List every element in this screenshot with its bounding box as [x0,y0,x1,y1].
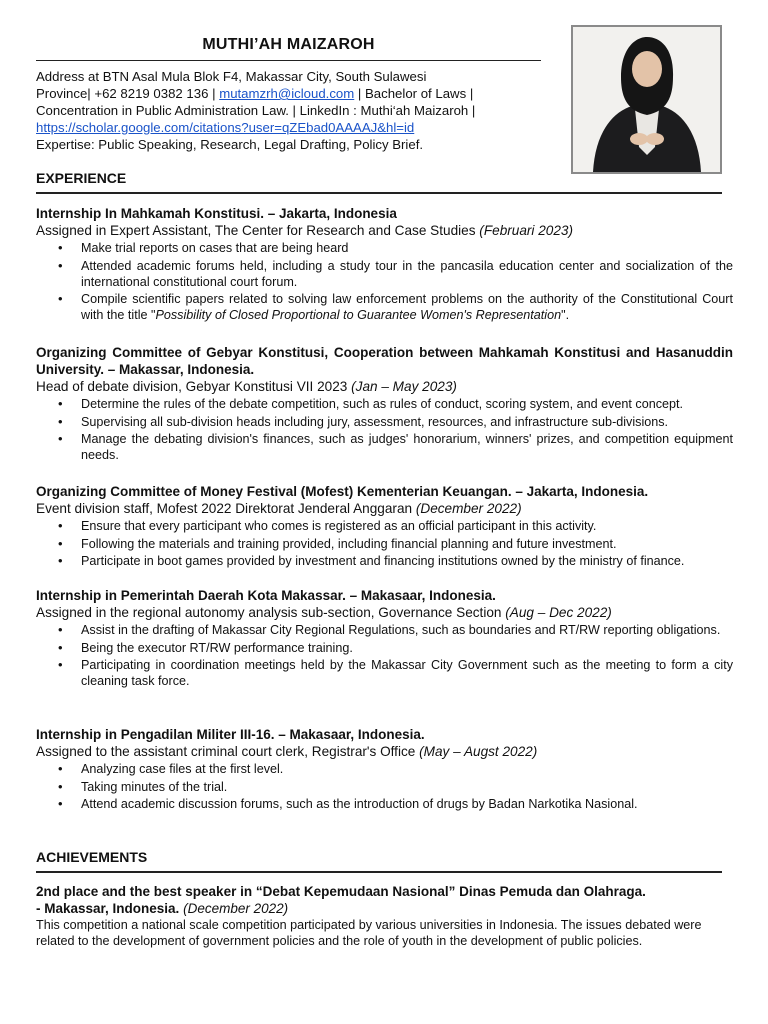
bullet-item: • Attend academic discussion forums, such as the introduction of drugs by Badan Narkotika Nasional. [36,796,733,812]
experience-heading: EXPERIENCE [36,170,127,186]
bullet-item: • Analyzing case files at the first level. [36,761,733,777]
bullet-item: • Participate in boot games provided by investment and financing institutions owned by the ministry of finance. [36,553,733,569]
experience-entry-3 [36,483,733,571]
bullet-item: • Following the materials and training provided, including financial planning and future investment. [36,536,733,552]
resume-name: MUTHI’AH MAIZAROH [202,36,375,53]
bullet-item: • Manage the debating division's finances, such as judges' honorarium, winners' prizes, and competition equipment needs. [36,431,733,463]
entry-bullets [36,396,733,463]
bullet-item: • Ensure that every participant who comes is registered as an official participant in this activity. [36,518,733,534]
achievement-description: This competition a national scale competition participated by various universities in Indonesia. The issues debated were related to the development of government policies and the role of youth in the development of public policies. [36,918,702,948]
entry-bullets [36,518,733,569]
address-line: Address at BTN Asal Mula Blok F4, Makassar City, South Sulawesi [36,69,427,84]
entry-bullets [36,240,733,323]
phone-text: Province| +62 8219 0382 136 | [36,86,220,101]
scholar-link[interactable]: https://scholar.google.com/citations?user=qZEbad0AAAAJ&hl=id [36,120,415,135]
achievement-entry [36,883,733,949]
entry-date: (Aug – Dec 2022) [505,605,612,620]
entry-date: (December 2022) [415,501,522,516]
experience-entry-5 [36,726,733,814]
entry-title: Internship In Mahkamah Konstitusi. – Jakarta, Indonesia [36,206,397,221]
achievement-date: (December 2022) [183,901,289,916]
bullet-item: • Attended academic forums held, including a study tour in the pancasila education center and socialization of the international constitutional court forum. [36,258,733,290]
degree-text: | Bachelor of Laws | [354,86,474,101]
profile-photo-illustration [573,27,720,172]
entry-title: Internship in Pengadilan Militer III-16. – Makasaar, Indonesia. [36,727,425,742]
entry-role: Assigned in Expert Assistant, The Center for Research and Case Studies (Februari 2023) [36,223,573,238]
contact-block [36,68,551,153]
experience-entry-4 [36,587,733,691]
achievement-location: - Makassar, Indonesia. [36,901,184,916]
bullet-item: • Participating in coordination meetings held by the Makassar City Government such as the meeting to form a city cleaning task force. [36,657,733,689]
bullet-item: • Assist in the drafting of Makassar City Regional Regulations, such as boundaries and RT/RW reporting obligations. [36,622,733,638]
entry-role: Head of debate division, Gebyar Konstitusi VII 2023 (Jan – May 2023) [36,379,457,394]
entry-bullets [36,622,733,689]
achievements-heading: ACHIEVEMENTS [36,849,148,865]
entry-title: Organizing Committee of Gebyar Konstitusi, Cooperation between Mahkamah Konstitusi and Hasanuddin University. – Makassar, Indonesia. [36,345,733,377]
achievement-title: 2nd place and the best speaker in “Debat Kepemudaan Nasional” Dinas Pemuda dan Olahraga. [36,884,646,899]
bullet-item: • Make trial reports on cases that are being heard [36,240,733,256]
entry-date: (Jan – May 2023) [351,379,457,394]
achievements-divider [36,871,722,873]
contact-line [36,85,551,102]
entry-role: Assigned in the regional autonomy analysis sub-section, Governance Section (Aug – Dec 2022) [36,605,612,620]
bullet-item: • Supervising all sub-division heads including jury, assessment, resources, and infrastructure sub-divisions. [36,414,733,430]
experience-entry-2 [36,344,733,465]
entry-role: Assigned to the assistant criminal court clerk, Registrar's Office (May – Augst 2022) [36,744,538,759]
bullet-item: • Being the executor RT/RW performance training. [36,640,733,656]
entry-date: (May – Augst 2022) [419,744,538,759]
profile-photo [571,25,722,174]
entry-bullets [36,761,733,812]
entry-title: Organizing Committee of Money Festival (Mofest) Kementerian Keuangan. – Jakarta, Indonesia. [36,484,649,499]
email-link[interactable]: mutamzrh@icloud.com [219,86,355,101]
experience-divider [36,192,722,194]
expertise-line: Expertise: Public Speaking, Research, Legal Drafting, Policy Brief. [36,137,424,152]
entry-date: (Februari 2023) [479,223,573,238]
name-divider [36,60,541,61]
entry-title: Internship in Pemerintah Daerah Kota Makassar. – Makasaar, Indonesia. [36,588,496,603]
experience-entry-1 [36,205,733,325]
bullet-item: • Compile scientific papers related to solving law enforcement problems on the authority of the Constitutional Court with the title "Possibility of Closed Proportional to Guarantee Women's Representation". [36,291,733,323]
bullet-item: • Determine the rules of the debate competition, such as rules of conduct, scoring system, and event concept. [36,396,733,412]
concentration-line: Concentration in Public Administration Law. | LinkedIn : Muthi‘ah Maizaroh | [36,103,476,118]
entry-role: Event division staff, Mofest 2022 Direktorat Jenderal Anggaran (December 2022) [36,501,522,516]
bullet-item: • Taking minutes of the trial. [36,779,733,795]
